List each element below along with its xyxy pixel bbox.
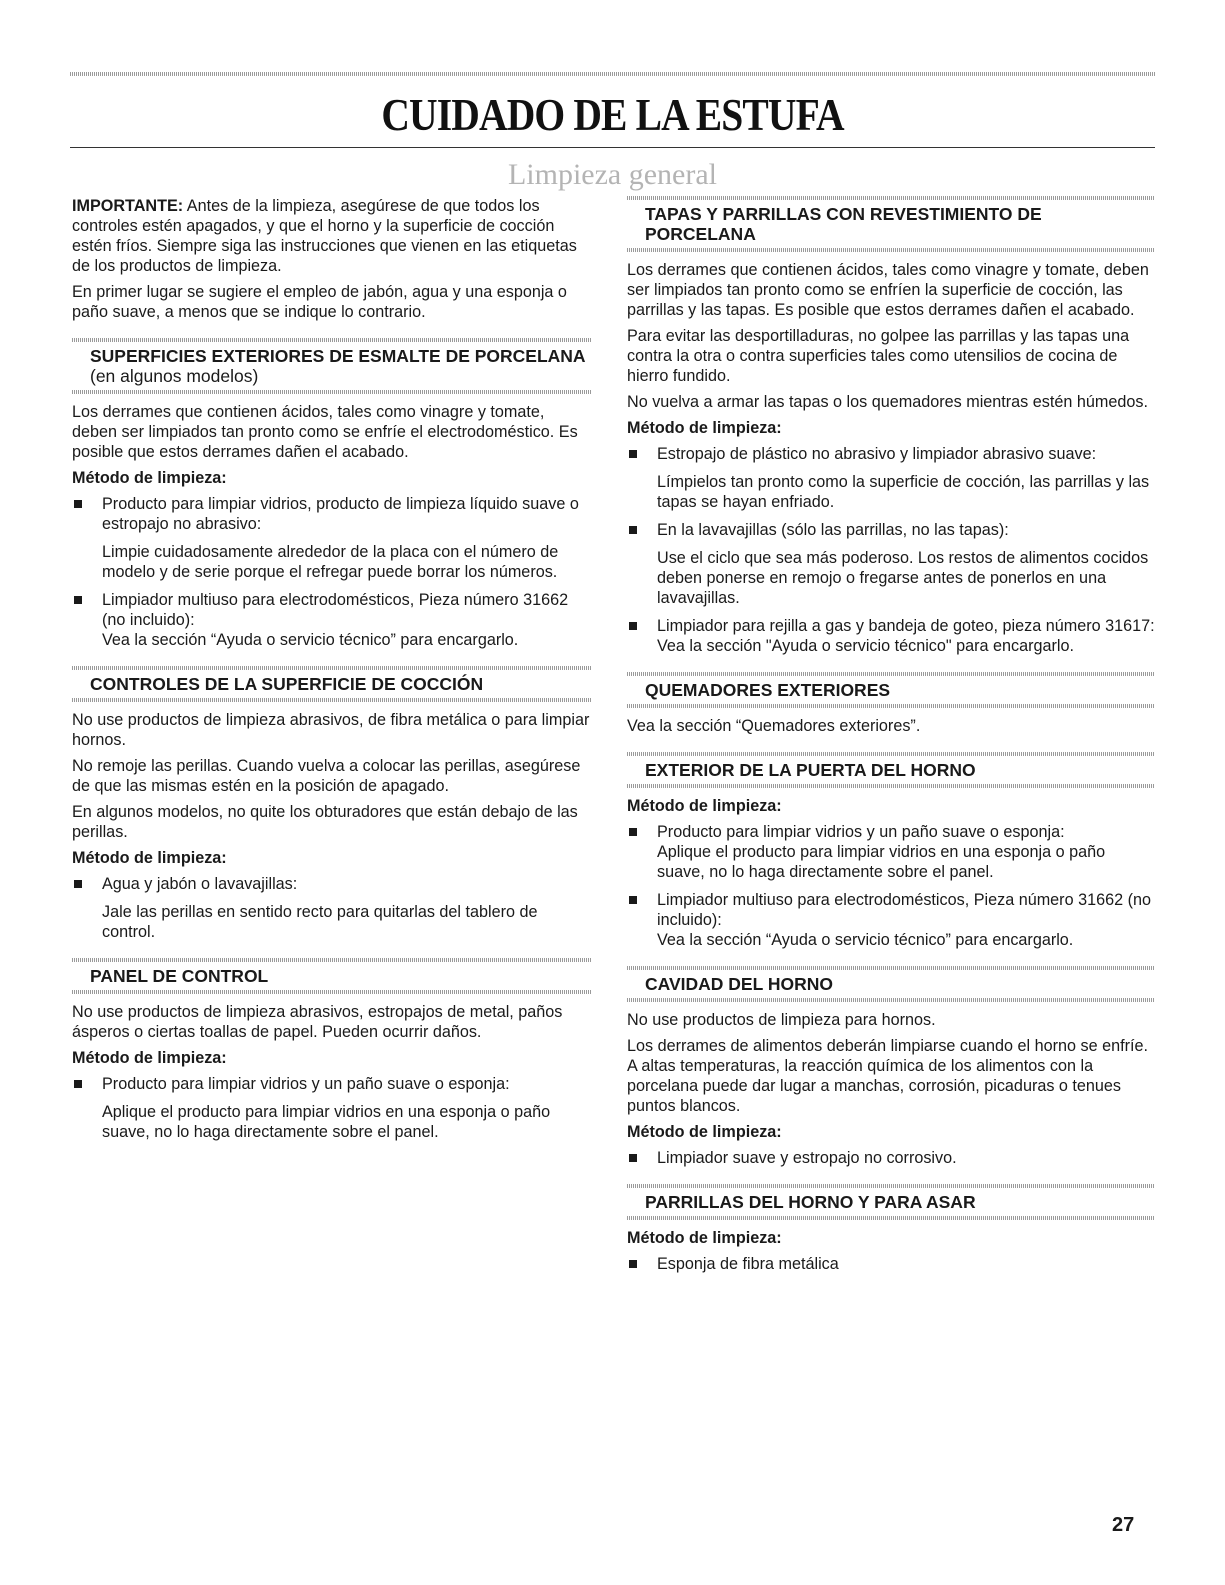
list-item <box>72 1074 592 1142</box>
method-label: Método de limpieza: <box>72 849 227 867</box>
list-item <box>627 520 1155 608</box>
list-item-detail: Limpie cuidadosamente alrededor de la placa con el número de modelo y de serie porque el refregar puede borrar los números. <box>102 543 559 581</box>
square-bullet-icon <box>629 1260 637 1268</box>
section-cavidad-horno <box>627 966 1155 1168</box>
section-rule <box>627 998 1155 1002</box>
paragraph: Los derrames que contienen ácidos, tales como vinagre y tomate, deben ser limpiados tan pronto como se enfríen la superficie de cocción, las parrillas y las tapas. Es posible que estos derrames dañen el acabado. <box>627 261 1149 319</box>
top-rule <box>70 72 1155 76</box>
right-column <box>627 196 1155 1282</box>
method-label: Método de limpieza: <box>627 1229 782 1247</box>
list-item-detail: Límpielos tan pronto como la superficie de cocción, las parrillas y las tapas se hayan enfriado. <box>657 473 1150 511</box>
list-item-text: Limpiador multiuso para electrodomésticos, Pieza número 31662 (no incluido): <box>102 591 569 629</box>
bullet-list <box>72 1074 592 1142</box>
bullet-list <box>627 1148 1155 1168</box>
method-label: Método de limpieza: <box>627 419 782 437</box>
bullet-list <box>72 494 592 650</box>
list-item <box>627 890 1155 950</box>
section-superficies-exteriores <box>72 338 592 650</box>
section-title: SUPERFICIES EXTERIORES DE ESMALTE DE PORCELANA <box>90 346 586 366</box>
list-item-text: En la lavavajillas (sólo las parrillas, no las tapas): <box>657 521 1009 539</box>
section-heading <box>627 676 1155 704</box>
list-item-text: Producto para limpiar vidrios, producto de limpieza líquido suave o estropajo no abrasivo: <box>102 495 579 533</box>
section-rule <box>72 698 592 702</box>
section-exterior-puerta <box>627 752 1155 950</box>
paragraph: No use productos de limpieza para hornos. <box>627 1011 936 1029</box>
square-bullet-icon <box>74 500 82 508</box>
section-title: PANEL DE CONTROL <box>90 966 269 986</box>
section-controles <box>72 666 592 942</box>
bullet-list <box>72 874 592 942</box>
list-item <box>627 1148 1155 1168</box>
section-heading <box>627 970 1155 998</box>
important-text: Antes de la limpieza, asegúrese de que todos los controles estén apagados, y que el horno y la superficie de cocción estén fríos. Siempre siga las instrucciones que vienen en las etiquetas de los productos de limpieza. <box>72 197 577 275</box>
list-item-text: Esponja de fibra metálica <box>657 1255 839 1273</box>
paragraph: No use productos de limpieza abrasivos, de fibra metálica o para limpiar hornos. <box>72 711 590 749</box>
bullet-list <box>627 444 1155 656</box>
bullet-list <box>627 822 1155 950</box>
list-item-detail: Vea la sección “Ayuda o servicio técnico” para encargarlo. <box>102 631 519 649</box>
square-bullet-icon <box>629 1154 637 1162</box>
section-title: CONTROLES DE LA SUPERFICIE DE COCCIÓN <box>90 674 484 694</box>
section-heading <box>72 962 592 990</box>
page-title: CUIDADO DE LA ESTUFA <box>381 89 844 140</box>
square-bullet-icon <box>74 880 82 888</box>
section-heading <box>72 342 592 390</box>
list-item <box>72 590 592 650</box>
section-tapas-parrillas <box>627 196 1155 656</box>
list-item-text: Limpiador suave y estropajo no corrosivo. <box>657 1149 957 1167</box>
section-rule <box>627 784 1155 788</box>
bullet-list <box>627 1254 1155 1274</box>
list-item <box>627 616 1155 656</box>
paragraph: No use productos de limpieza abrasivos, estropajos de metal, paños ásperos o ciertas toallas de papel. Pueden ocurrir daños. <box>72 1003 563 1041</box>
section-subtitle: (en algunos modelos) <box>90 366 259 386</box>
section-title: TAPAS Y PARRILLAS CON REVESTIMIENTO DE PORCELANA <box>645 204 1042 244</box>
list-item-detail: Vea la sección "Ayuda o servicio técnico" para encargarlo. <box>657 637 1075 655</box>
list-item <box>627 822 1155 882</box>
important-paragraph <box>72 196 592 276</box>
method-label: Método de limpieza: <box>72 1049 227 1067</box>
section-heading <box>627 200 1155 248</box>
square-bullet-icon <box>629 828 637 836</box>
list-item-text: Producto para limpiar vidrios y un paño suave o esponja: <box>102 1075 510 1093</box>
list-item-detail: Aplique el producto para limpiar vidrios en una esponja o paño suave, no lo haga directamente sobre el panel. <box>102 1103 551 1141</box>
section-rule <box>72 990 592 994</box>
important-label: IMPORTANTE: <box>72 197 184 215</box>
section-heading <box>627 756 1155 784</box>
section-panel-control <box>72 958 592 1142</box>
list-item-text: Limpiador para rejilla a gas y bandeja de goteo, pieza número 31617: <box>657 617 1155 635</box>
section-rule <box>627 248 1155 252</box>
method-label: Método de limpieza: <box>627 1123 782 1141</box>
square-bullet-icon <box>629 896 637 904</box>
section-rule <box>627 1216 1155 1220</box>
section-rule <box>72 390 592 394</box>
list-item-detail: Jale las perillas en sentido recto para quitarlas del tablero de control. <box>102 903 538 941</box>
section-title: EXTERIOR DE LA PUERTA DEL HORNO <box>645 760 976 780</box>
square-bullet-icon <box>74 596 82 604</box>
paragraph: Los derrames que contienen ácidos, tales como vinagre y tomate, deben ser limpiados tan pronto como se enfríe el electrodoméstico. Es posible que estos derrames dañen el acabado. <box>72 403 578 461</box>
method-label: Método de limpieza: <box>627 797 782 815</box>
paragraph: No vuelva a armar las tapas o los quemadores mientras estén húmedos. <box>627 393 1148 411</box>
list-item-detail: Vea la sección “Ayuda o servicio técnico” para encargarlo. <box>657 931 1074 949</box>
list-item-text: Limpiador multiuso para electrodomésticos, Pieza número 31662 (no incluido): <box>657 891 1151 929</box>
list-item <box>627 444 1155 512</box>
section-parrillas-horno <box>627 1184 1155 1274</box>
section-heading <box>627 1188 1155 1216</box>
section-title: CAVIDAD DEL HORNO <box>645 974 833 994</box>
list-item-detail: Use el ciclo que sea más poderoso. Los restos de alimentos cocidos deben ponerse en remojo o fregarse antes de ponerlos en una lavavajillas. <box>657 549 1149 607</box>
section-rule <box>627 704 1155 708</box>
paragraph: No remoje las perillas. Cuando vuelva a colocar las perillas, asegúrese de que las mismas estén en la posición de apagado. <box>72 757 581 795</box>
paragraph: Para evitar las desportilladuras, no golpee las parrillas y las tapas una contra la otra o contra superficies tales como utensilios de cocina de hierro fundido. <box>627 327 1130 385</box>
section-title: PARRILLAS DEL HORNO Y PARA ASAR <box>645 1192 976 1212</box>
paragraph: En algunos modelos, no quite los obturadores que están debajo de las perillas. <box>72 803 578 841</box>
page-number: 27 <box>1112 1514 1135 1536</box>
square-bullet-icon <box>629 622 637 630</box>
list-item-text: Agua y jabón o lavavajillas: <box>102 875 298 893</box>
list-item-text: Estropajo de plástico no abrasivo y limpiador abrasivo suave: <box>657 445 1097 463</box>
square-bullet-icon <box>629 526 637 534</box>
list-item <box>72 874 592 942</box>
paragraph: Los derrames de alimentos deberán limpiarse cuando el horno se enfríe. A altas temperaturas, la reacción química de los alimentos con la porcelana puede dar lugar a manchas, corrosión, picaduras o tenues puntos blancos. <box>627 1037 1148 1115</box>
list-item <box>72 494 592 582</box>
left-column <box>72 196 592 1150</box>
method-label: Método de limpieza: <box>72 469 227 487</box>
intro-paragraph: En primer lugar se sugiere el empleo de jabón, agua y una esponja o paño suave, a menos que se indique lo contrario. <box>72 283 567 321</box>
square-bullet-icon <box>629 450 637 458</box>
page-subtitle: Limpieza general <box>507 158 718 191</box>
section-quemadores <box>627 672 1155 736</box>
section-heading <box>72 670 592 698</box>
square-bullet-icon <box>74 1080 82 1088</box>
list-item <box>627 1254 1155 1274</box>
section-title: QUEMADORES EXTERIORES <box>645 680 891 700</box>
paragraph: Vea la sección “Quemadores exteriores”. <box>627 717 921 735</box>
list-item-detail: Aplique el producto para limpiar vidrios en una esponja o paño suave, no lo haga directamente sobre el panel. <box>657 843 1106 881</box>
list-item-text: Producto para limpiar vidrios y un paño suave o esponja: <box>657 823 1065 841</box>
title-rule <box>70 147 1155 148</box>
